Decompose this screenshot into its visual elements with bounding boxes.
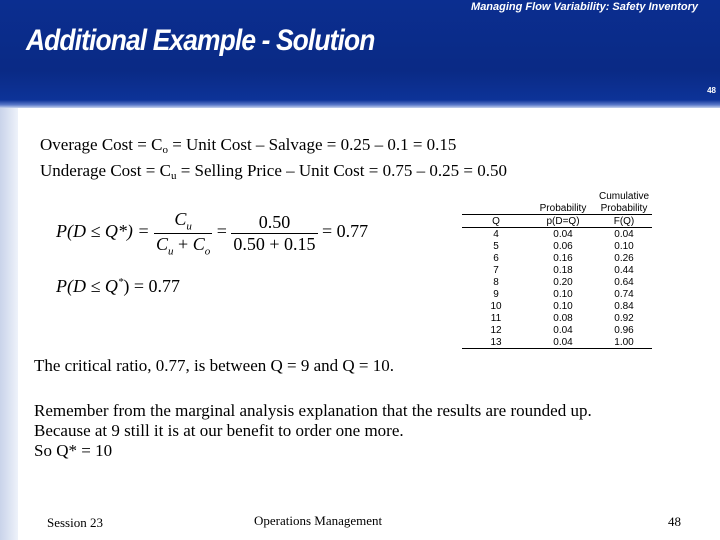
- header-caption: Managing Flow Variability: Safety Inventory: [471, 1, 698, 13]
- probability-result-formula: P(D ≤ Q*) = 0.77: [56, 276, 181, 296]
- footer-page-number: 48: [668, 514, 681, 529]
- banner-stripe: [0, 100, 720, 108]
- conclusion-line: Because at 9 still it is at our benefit to order one more.: [34, 421, 404, 440]
- footer-course: Operations Management: [254, 513, 383, 528]
- critical-ratio-formula: P(D ≤ Q*) = $\frac{C_u}{C_u + C_o}$ = $\frac{0.50}{0.50 + 0.15}$ = 0.77: [56, 209, 369, 258]
- table-header-row-2: Probability Probability: [539, 202, 648, 214]
- slide-number-top: 48: [707, 86, 716, 95]
- footer-session: Session 23: [47, 515, 103, 530]
- cost-fraction: $\frac{C_u}{C_u + C_o}$: [156, 209, 211, 258]
- probability-table: [462, 190, 652, 349]
- underage-cost-line: Underage Cost = $C_u$ = Selling Price – Unit Cost = 0.75 – 0.25 = 0.50: [40, 161, 507, 182]
- overage-cost-line: Overage Cost = $C_o$ = Unit Cost – Salvage = 0.25 – 0.1 = 0.15: [40, 135, 457, 156]
- table-row: 6 0.16 0.26: [493, 252, 634, 264]
- table-row: 8 0.20 0.64: [493, 276, 634, 288]
- critical-ratio-text: The critical ratio, 0.77, is between Q = 9 and Q = 10.: [34, 356, 395, 375]
- slide-title: Additional Example - Solution: [26, 24, 375, 57]
- table-header-row-1: Cumulative: [598, 190, 650, 202]
- table-row: 10 0.10 0.84: [490, 300, 634, 312]
- conclusion-line: Remember from the marginal analysis explanation that the results are rounded up.: [34, 401, 592, 420]
- conclusion-line: So Q* = 10: [34, 441, 113, 460]
- table-row: 5 0.06 0.10: [493, 240, 634, 252]
- side-bar: [0, 108, 18, 540]
- table-row: 9 0.10 0.74: [493, 288, 634, 300]
- table-row: 11 0.08 0.92: [490, 312, 634, 324]
- table-column-header: Q p(D=Q) F(Q): [462, 215, 652, 228]
- table-row: 4 0.04 0.04: [493, 228, 634, 240]
- table-row: 13 0.04 1.00: [462, 336, 652, 349]
- table-row: 7 0.18 0.44: [493, 264, 634, 276]
- conclusion-text: [34, 401, 592, 461]
- value-fraction: $\frac{0.50}{0.50 + 0.15}$: [233, 211, 316, 254]
- table-row: 12 0.04 0.96: [490, 324, 634, 336]
